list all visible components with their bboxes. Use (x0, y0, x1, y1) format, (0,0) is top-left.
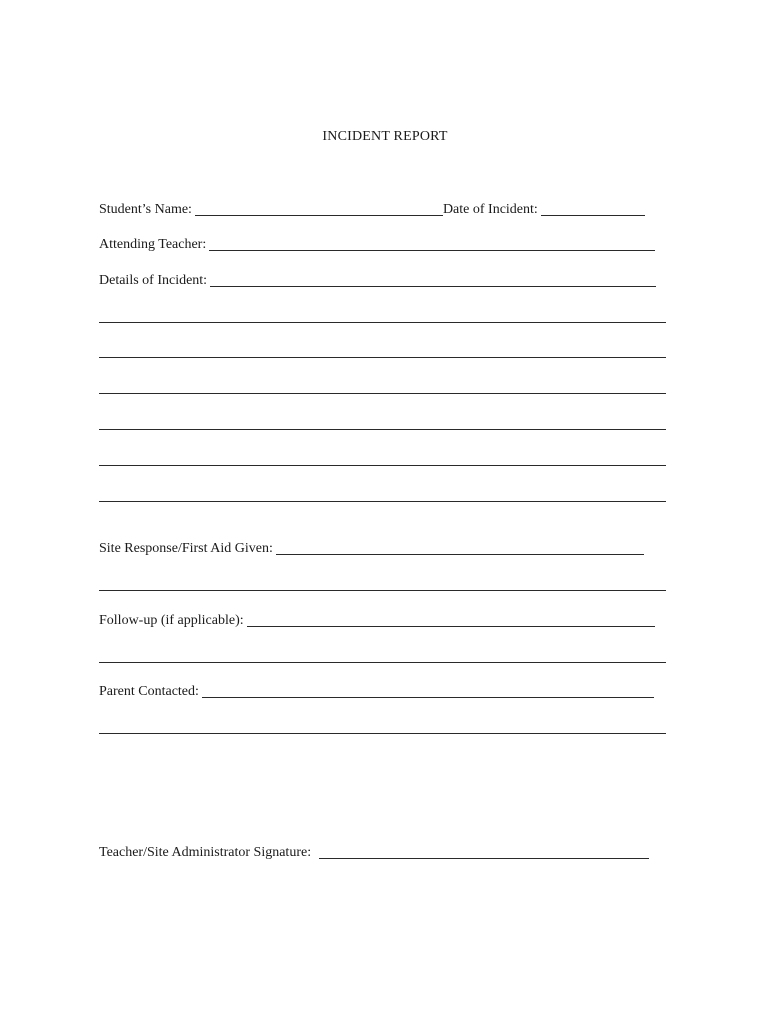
details-line-4[interactable] (99, 429, 666, 430)
parent-contacted-line-2[interactable] (99, 733, 666, 734)
attending-teacher-row (99, 235, 655, 253)
parent-contacted-field[interactable] (202, 683, 654, 698)
form-title: INCIDENT REPORT (322, 129, 448, 144)
attending-teacher-label: Attending Teacher: (99, 237, 207, 252)
details-field[interactable] (210, 272, 656, 287)
attending-teacher-field[interactable] (209, 236, 655, 251)
site-response-line-2[interactable] (99, 590, 666, 591)
site-response-field[interactable] (276, 540, 644, 555)
follow-up-label: Follow-up (if applicable): (99, 613, 244, 628)
student-name-field[interactable] (195, 201, 443, 216)
signature-field[interactable] (319, 844, 649, 859)
details-line-1[interactable] (99, 322, 666, 323)
signature-row (99, 843, 649, 861)
signature-label: Teacher/Site Administrator Signature: (99, 845, 312, 860)
parent-contacted-row (99, 682, 654, 700)
date-of-incident-field[interactable] (541, 201, 645, 216)
student-name-label: Student’s Name: (99, 202, 192, 217)
details-line-5[interactable] (99, 465, 666, 466)
details-row (99, 271, 656, 289)
site-response-label: Site Response/First Aid Given: (99, 541, 273, 556)
student-name-row (99, 200, 645, 218)
details-line-3[interactable] (99, 393, 666, 394)
follow-up-field[interactable] (247, 612, 655, 627)
details-line-6[interactable] (99, 501, 666, 502)
details-line-2[interactable] (99, 357, 666, 358)
details-label: Details of Incident: (99, 273, 208, 288)
date-of-incident-label: Date of Incident: (442, 202, 538, 217)
site-response-row (99, 539, 644, 557)
follow-up-line-2[interactable] (99, 662, 666, 663)
follow-up-row (99, 611, 655, 629)
parent-contacted-label: Parent Contacted: (99, 684, 199, 699)
